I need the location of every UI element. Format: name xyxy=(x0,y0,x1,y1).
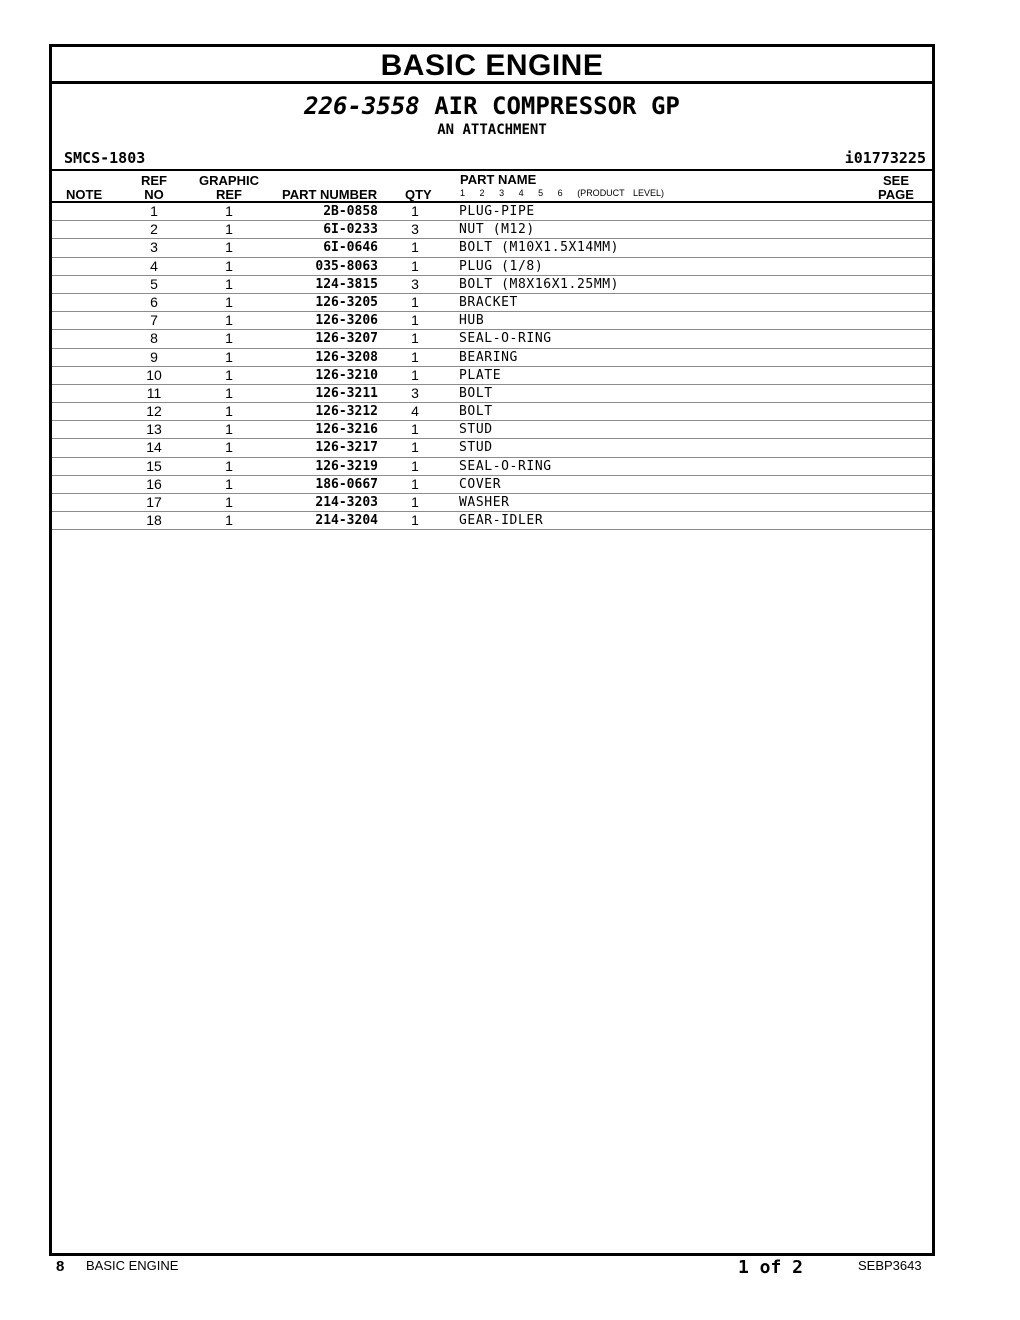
product-level-4: 4 xyxy=(518,188,524,198)
parts-page-frame xyxy=(49,44,935,1256)
part-number-cell: 035-8063 xyxy=(315,258,378,274)
ref-no-cell: 3 xyxy=(150,239,158,256)
ref-no-cell: 12 xyxy=(146,403,162,420)
section-title: BASIC ENGINE xyxy=(52,47,932,84)
table-row xyxy=(52,476,932,494)
product-level-2: 2 xyxy=(479,188,485,198)
part-name-cell: NUT (M12) xyxy=(459,222,535,238)
part-number-cell: 126-3206 xyxy=(315,313,378,329)
ref-no-cell: 8 xyxy=(150,330,158,347)
product-level-3: 3 xyxy=(499,188,505,198)
ref-no-cell: 7 xyxy=(150,312,158,329)
graphic-ref-cell: 1 xyxy=(225,457,233,474)
part-name-cell: HUB xyxy=(459,313,485,329)
qty-cell: 1 xyxy=(411,494,419,510)
page-of: 1 of 2 xyxy=(738,1257,804,1278)
qty-cell: 1 xyxy=(411,257,419,274)
group-heading xyxy=(52,91,932,121)
parts-list xyxy=(52,203,932,530)
group-subtitle: AN ATTACHMENT xyxy=(437,122,547,138)
document-number: SEBP3643 xyxy=(858,1258,922,1273)
part-number-cell: 6I-0233 xyxy=(323,222,378,238)
table-row xyxy=(52,439,932,457)
part-name-cell: STUD xyxy=(459,422,493,438)
ref-no-cell: 6 xyxy=(150,293,158,310)
table-row xyxy=(52,349,932,367)
table-row xyxy=(52,367,932,385)
col-ref-no-top: REF xyxy=(141,173,167,188)
part-name-cell: WASHER xyxy=(459,495,510,510)
graphic-ref-cell: 1 xyxy=(225,203,233,219)
col-graphic-ref-top: GRAPHIC xyxy=(199,173,259,188)
part-name-cell: PLUG-PIPE xyxy=(459,204,535,219)
part-name-cell: GEAR-IDLER xyxy=(459,513,544,529)
part-number-cell: 2B-0858 xyxy=(323,204,378,219)
ref-no-cell: 1 xyxy=(150,203,158,219)
part-number-cell: 6I-0646 xyxy=(323,240,378,256)
graphic-ref-cell: 1 xyxy=(225,475,233,492)
ref-no-cell: 9 xyxy=(150,348,158,365)
graphic-ref-cell: 1 xyxy=(225,330,233,347)
table-row xyxy=(52,458,932,476)
part-number-cell: 126-3211 xyxy=(315,385,378,401)
part-number-cell: 186-0667 xyxy=(315,476,378,492)
part-number-cell: 126-3208 xyxy=(315,349,378,365)
ref-no-cell: 11 xyxy=(146,384,162,401)
graphic-ref-cell: 1 xyxy=(225,403,233,420)
part-number-cell: 126-3217 xyxy=(315,440,378,456)
graphic-ref-cell: 1 xyxy=(225,312,233,329)
part-name-cell: BEARING xyxy=(459,349,518,365)
col-ref-no-bottom: NO xyxy=(144,187,164,202)
col-see-page-bottom: PAGE xyxy=(878,187,914,202)
graphic-ref-cell: 1 xyxy=(225,494,233,510)
part-name-cell: PLATE xyxy=(459,367,502,383)
col-graphic-ref xyxy=(187,174,271,202)
col-graphic-ref-bottom: REF xyxy=(216,187,242,202)
product-level-6: 6 xyxy=(557,188,563,198)
part-number-cell: 126-3207 xyxy=(315,331,378,347)
qty-cell: 1 xyxy=(411,512,419,529)
table-row xyxy=(52,239,932,257)
qty-cell: 3 xyxy=(411,221,419,238)
part-name-cell: BOLT xyxy=(459,385,493,401)
ref-no-cell: 10 xyxy=(146,366,162,383)
part-name-cell: SEAL-O-RING xyxy=(459,331,552,347)
graphic-ref-cell: 1 xyxy=(225,348,233,365)
graphic-ref-cell: 1 xyxy=(225,421,233,438)
part-name-cell: BRACKET xyxy=(459,294,518,310)
col-see-page xyxy=(868,174,924,202)
graphic-ref-cell: 1 xyxy=(225,384,233,401)
ref-no-cell: 16 xyxy=(146,475,162,492)
table-row xyxy=(52,294,932,312)
col-see-page-top: SEE xyxy=(882,173,909,188)
qty-cell: 4 xyxy=(411,403,419,420)
part-name-cell: PLUG (1/8) xyxy=(459,258,544,274)
footer-section: BASIC ENGINE xyxy=(86,1258,179,1273)
table-row xyxy=(52,330,932,348)
graphic-ref-cell: 1 xyxy=(225,275,233,292)
part-name-cell: BOLT (M10X1.5X14MM) xyxy=(459,240,620,256)
table-row xyxy=(52,403,932,421)
ref-no-cell: 4 xyxy=(150,257,158,274)
qty-cell: 1 xyxy=(411,457,419,474)
part-name-cell: COVER xyxy=(459,476,502,492)
graphic-ref-cell: 1 xyxy=(225,239,233,256)
table-row xyxy=(52,221,932,239)
part-name-cell: BOLT xyxy=(459,404,493,420)
graphic-ref-cell: 1 xyxy=(225,439,233,456)
table-row xyxy=(52,276,932,294)
illustration-id: i01773225 xyxy=(844,149,926,167)
group-number: 226-3558 xyxy=(304,92,420,120)
qty-cell: 1 xyxy=(411,421,419,438)
part-number-cell: 124-3815 xyxy=(315,276,378,292)
ref-no-cell: 14 xyxy=(146,439,162,456)
qty-cell: 1 xyxy=(411,330,419,347)
group-name: AIR COMPRESSOR GP xyxy=(434,92,680,120)
product-level-1: 1 xyxy=(460,188,466,198)
ref-no-cell: 13 xyxy=(146,421,162,438)
part-number-cell: 126-3219 xyxy=(315,458,378,474)
qty-cell: 1 xyxy=(411,312,419,329)
qty-cell: 1 xyxy=(411,348,419,365)
part-number-cell: 126-3216 xyxy=(315,422,378,438)
ref-no-cell: 18 xyxy=(146,512,162,529)
col-part-number: PART NUMBER xyxy=(282,187,378,202)
part-number-cell: 126-3212 xyxy=(315,404,378,420)
qty-cell: 1 xyxy=(411,366,419,383)
ref-no-cell: 5 xyxy=(150,275,158,292)
table-row xyxy=(52,258,932,276)
col-note: NOTE xyxy=(66,187,103,202)
table-row xyxy=(52,203,932,221)
graphic-ref-cell: 1 xyxy=(225,221,233,238)
table-row xyxy=(52,494,932,512)
table-row xyxy=(52,421,932,439)
col-qty: QTY xyxy=(405,187,432,202)
qty-cell: 1 xyxy=(411,293,419,310)
ref-no-cell: 2 xyxy=(150,221,158,238)
part-name-cell: SEAL-O-RING xyxy=(459,458,552,474)
part-name-cell: STUD xyxy=(459,440,493,456)
graphic-ref-cell: 1 xyxy=(225,293,233,310)
qty-cell: 1 xyxy=(411,203,419,219)
graphic-ref-cell: 1 xyxy=(225,366,233,383)
header-top-rule xyxy=(52,169,932,171)
table-row xyxy=(52,312,932,330)
product-level-label: (PRODUCT LEVEL) xyxy=(577,188,665,198)
qty-cell: 1 xyxy=(411,475,419,492)
graphic-ref-cell: 1 xyxy=(225,512,233,529)
smcs-code: SMCS-1803 xyxy=(64,149,146,167)
col-ref-no xyxy=(132,174,176,202)
product-levels xyxy=(460,188,664,198)
qty-cell: 3 xyxy=(411,384,419,401)
part-number-cell: 126-3210 xyxy=(315,367,378,383)
part-number-cell: 214-3203 xyxy=(315,495,378,510)
qty-cell: 1 xyxy=(411,439,419,456)
table-row xyxy=(52,385,932,403)
ref-no-cell: 17 xyxy=(146,494,162,510)
graphic-ref-cell: 1 xyxy=(225,257,233,274)
ref-no-cell: 15 xyxy=(146,457,162,474)
qty-cell: 1 xyxy=(411,239,419,256)
qty-cell: 3 xyxy=(411,275,419,292)
product-level-5: 5 xyxy=(538,188,544,198)
part-number-cell: 214-3204 xyxy=(315,513,378,529)
col-part-name: PART NAME xyxy=(460,172,537,187)
part-name-cell: BOLT (M8X16X1.25MM) xyxy=(459,276,620,292)
page-number: 8 xyxy=(56,1258,65,1275)
table-row xyxy=(52,512,932,530)
part-number-cell: 126-3205 xyxy=(315,294,378,310)
